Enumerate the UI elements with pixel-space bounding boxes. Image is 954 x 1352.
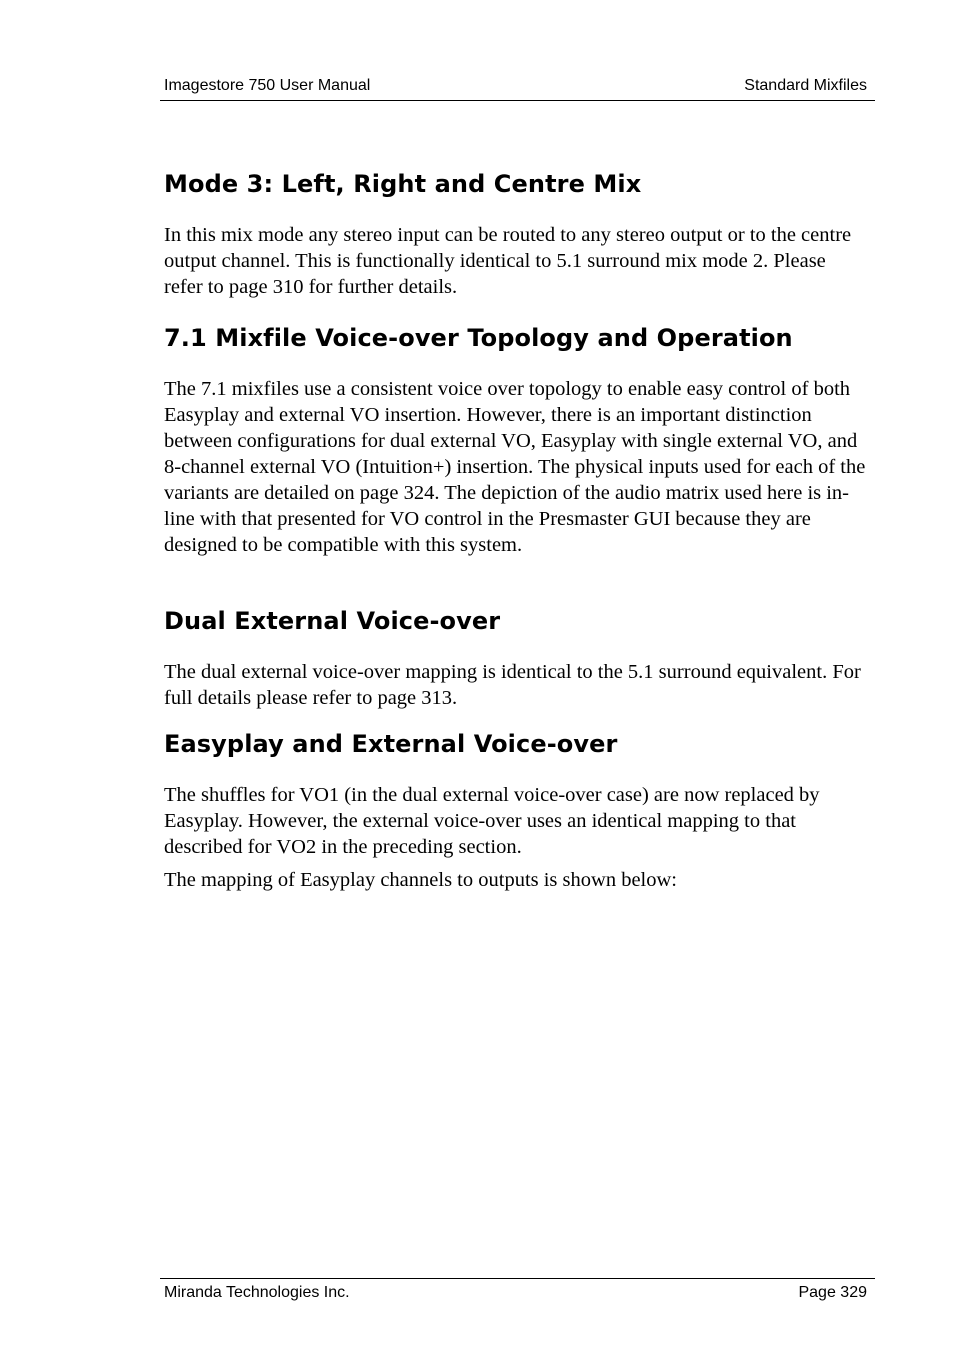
section-heading-71-voice-over: 7.1 Mixfile Voice-over Topology and Operation — [164, 324, 793, 352]
section-heading-mode-3: Mode 3: Left, Right and Centre Mix — [164, 170, 642, 198]
page-header — [160, 76, 875, 101]
header-manual-title: Imagestore 750 User Manual — [164, 77, 371, 94]
section-paragraph: The dual external voice-over mapping is identical to the 5.1 surround equivalent. For full details please refer to page 313. — [164, 661, 861, 709]
footer-company: Miranda Technologies Inc. — [164, 1284, 350, 1301]
section-paragraph: The 7.1 mixfiles use a consistent voice over topology to enable easy control of both Easyplay and external VO insertion. However, there is an important distinction between configurations for dual external VO, Easyplay with single external VO, and 8-channel external VO (Intuition+) insertion. The physical inputs used for each of the variants are detailed on page 324. The depiction of the audio matrix used here is in-line with that presented for VO control in the Presmaster GUI because they are designed to be compatible with this system. — [164, 378, 866, 556]
section-heading-dual-external: Dual External Voice-over — [164, 607, 501, 635]
page-content — [164, 166, 869, 893]
footer-page-number: Page 329 — [798, 1284, 867, 1301]
section-heading-easyplay: Easyplay and External Voice-over — [164, 730, 618, 758]
section-paragraph: The shuffles for VO1 (in the dual external voice-over case) are now replaced by Easyplay. However, the external voice-over uses an identical mapping to that described for VO2 in the preceding section. — [164, 784, 820, 858]
section-paragraph: In this mix mode any stereo input can be routed to any stereo output or to the centre output channel. This is functionally identical to 5.1 surround mix mode 2. Please refer to page 310 for further details. — [164, 224, 852, 298]
section-paragraph: The mapping of Easyplay channels to outputs is shown below: — [164, 869, 677, 891]
page-footer — [160, 1278, 875, 1309]
header-chapter-title: Standard Mixfiles — [744, 77, 867, 94]
